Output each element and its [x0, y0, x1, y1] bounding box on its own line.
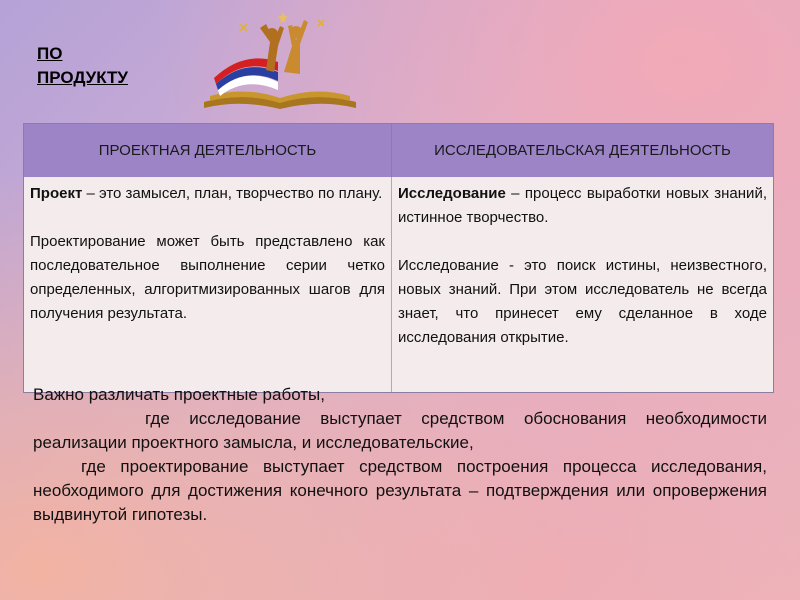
table-header-research: ИССЛЕДОВАТЕЛЬСКАЯ ДЕЯТЕЛЬНОСТЬ: [391, 124, 773, 177]
page-heading: [37, 42, 128, 90]
project-term: Проект: [30, 185, 83, 202]
bottom-intro: Важно различать проектные работы,: [33, 385, 325, 404]
project-paragraph-2: Проектирование может быть представлено как последовательное выполнение серии четко определенных, алгоритмизированных шагов для получения результата.: [30, 233, 385, 322]
research-paragraph-2: Исследование - это поиск истины, неизвестного, новых знаний. При этом исследователь не всегда знает, что принесет ему сделанное в ходе исследования открытие.: [398, 257, 767, 346]
table-cell-research: [391, 177, 773, 392]
research-definition: [398, 182, 767, 230]
comparison-table: [23, 123, 774, 393]
table-header-project: ПРОЕКТНАЯ ДЕЯТЕЛЬНОСТЬ: [24, 124, 391, 177]
bottom-paragraph-1: где исследование выступает средством обоснования необходимости реализации проектного замысла, и исследовательские,: [33, 409, 767, 452]
table-cell-project: [24, 177, 391, 392]
bottom-paragraph-2: где проектирование выступает средством построения процесса исследования, необходимого для достижения конечного результата – подтверждения или опровержения выдвинутой гипотезы.: [33, 457, 767, 524]
research-term: Исследование: [398, 185, 506, 202]
book-and-people-logo-icon: [200, 10, 360, 119]
heading-line-1: ПО: [37, 44, 63, 63]
heading-line-2: ПРОДУКТУ: [37, 68, 128, 87]
research-definition-text: – процесс выработки новых знаний, истинное творчество.: [398, 185, 767, 226]
project-definition-text: – это замысел, план, творчество по плану.: [82, 185, 383, 202]
project-definition: [30, 182, 385, 206]
bottom-text: [33, 383, 767, 527]
